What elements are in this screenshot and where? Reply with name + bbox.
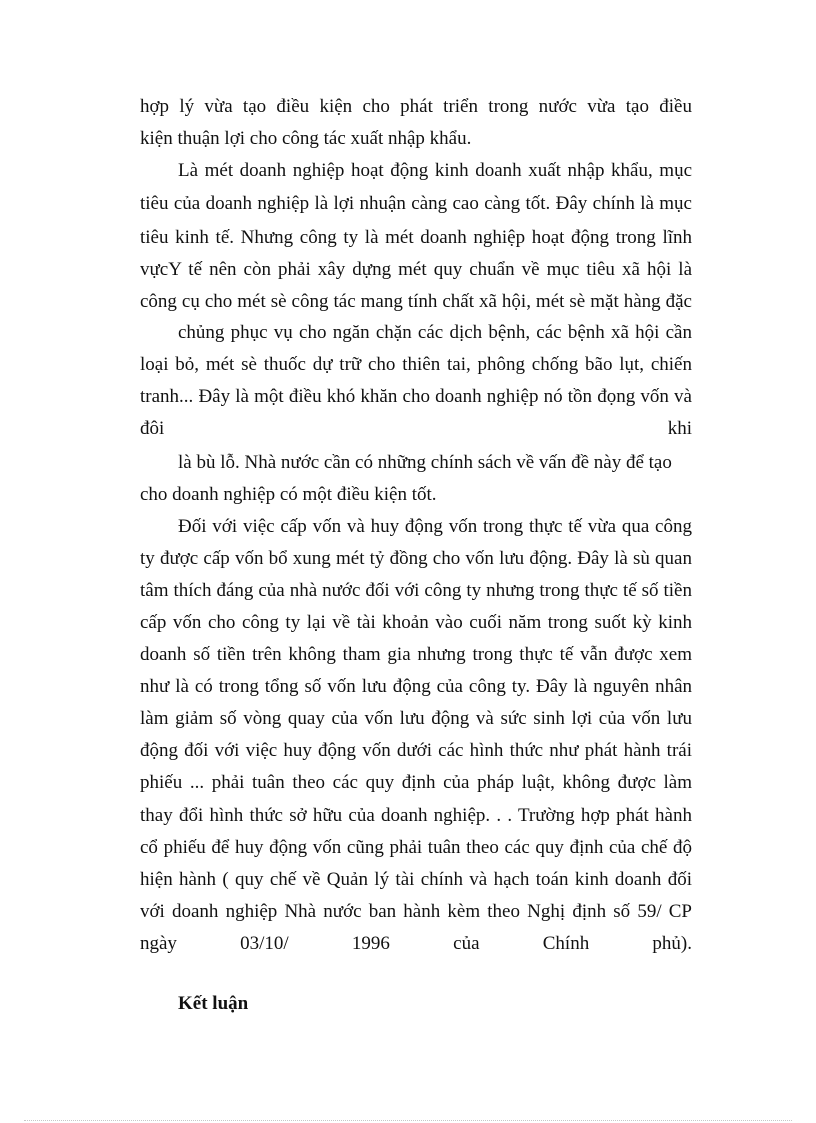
text-line: thay đổi hình thức sở hữu của doanh nghiệp. . . Trường hợp phát hành [140,805,692,826]
text-line: công cụ cho mét sè công tác mang tính chất xã hội, mét sè mặt hàng đặc [140,291,692,312]
text-line: doanh số tiền trên không tham gia nhưng trong thực tế vẫn được xem [140,644,692,665]
text-line: tiêu kinh tế. Nhưng công ty là mét doanh nghiệp hoạt động trong lĩnh [140,227,692,248]
text-line: như là có trong tổng số vốn lưu động của công ty. Đây là nguyên nhân [140,676,692,697]
section-heading: Kết luận [178,993,249,1014]
text-line: với doanh nghiệp Nhà nước ban hành kèm theo Nghị định số 59/ CP [140,901,692,922]
text-line: ngày 03/10/ 1996 của Chính phủ). [140,933,692,954]
text-line: vựcY tế nên còn phải xây dựng mét quy chuẩn về mục tiêu xã hội là [140,259,692,280]
text-line: kiện thuận lợi cho công tác xuất nhập khẩu. [140,128,472,149]
text-line: làm giảm số vòng quay của vốn lưu động và sức sinh lợi của vốn lưu [140,708,692,729]
text-line: cho doanh nghiệp có một điều kiện tốt. [140,484,437,505]
text-line: Đối với việc cấp vốn và huy động vốn trong thực tế vừa qua công [178,516,692,537]
text-line: loại bỏ, mét sè thuốc dự trữ cho thiên tai, phông chống bão lụt, chiến [140,354,692,375]
text-line: tranh... Đây là một điều khó khăn cho doanh nghiệp nó tồn đọng vốn và [140,386,692,407]
text-line: động đối với việc huy động vốn dưới các hình thức như phát hành trái [140,740,692,761]
text-line: là bù lỗ. Nhà nước cần có những chính sách về vấn đề này để tạo [178,452,672,473]
text-line: chủng phục vụ cho ngăn chặn các dịch bệnh, các bệnh xã hội cần [178,322,692,343]
text-line: Là mét doanh nghiệp hoạt động kinh doanh xuất nhập khẩu, mục [178,160,692,181]
text-line: tâm thích đáng của nhà nước đối với công ty nhưng trong thực tế số tiền [140,580,692,601]
text-line: hợp lý vừa tạo điều kiện cho phát triển trong nước vừa tạo điều [140,96,692,117]
page-bottom-divider [24,1120,792,1121]
text-line: cổ phiếu để huy động vốn cũng phải tuân theo các quy định của chế độ [140,837,692,858]
text-line: tiêu của doanh nghiệp là lợi nhuận càng cao càng tốt. Đây chính là mục [140,193,692,214]
text-line: đôi khi [140,418,692,439]
text-line: cấp vốn cho công ty lại về tài khoản vào cuối năm trong suốt kỳ kinh [140,612,692,633]
text-line: ty được cấp vốn bổ xung mét tỷ đồng cho vốn lưu động. Đây là sù quan [140,548,692,569]
text-line: phiếu ... phải tuân theo các quy định của pháp luật, không được làm [140,772,692,793]
text-line: hiện hành ( quy chế về Quản lý tài chính và hạch toán kinh doanh đối [140,869,692,890]
